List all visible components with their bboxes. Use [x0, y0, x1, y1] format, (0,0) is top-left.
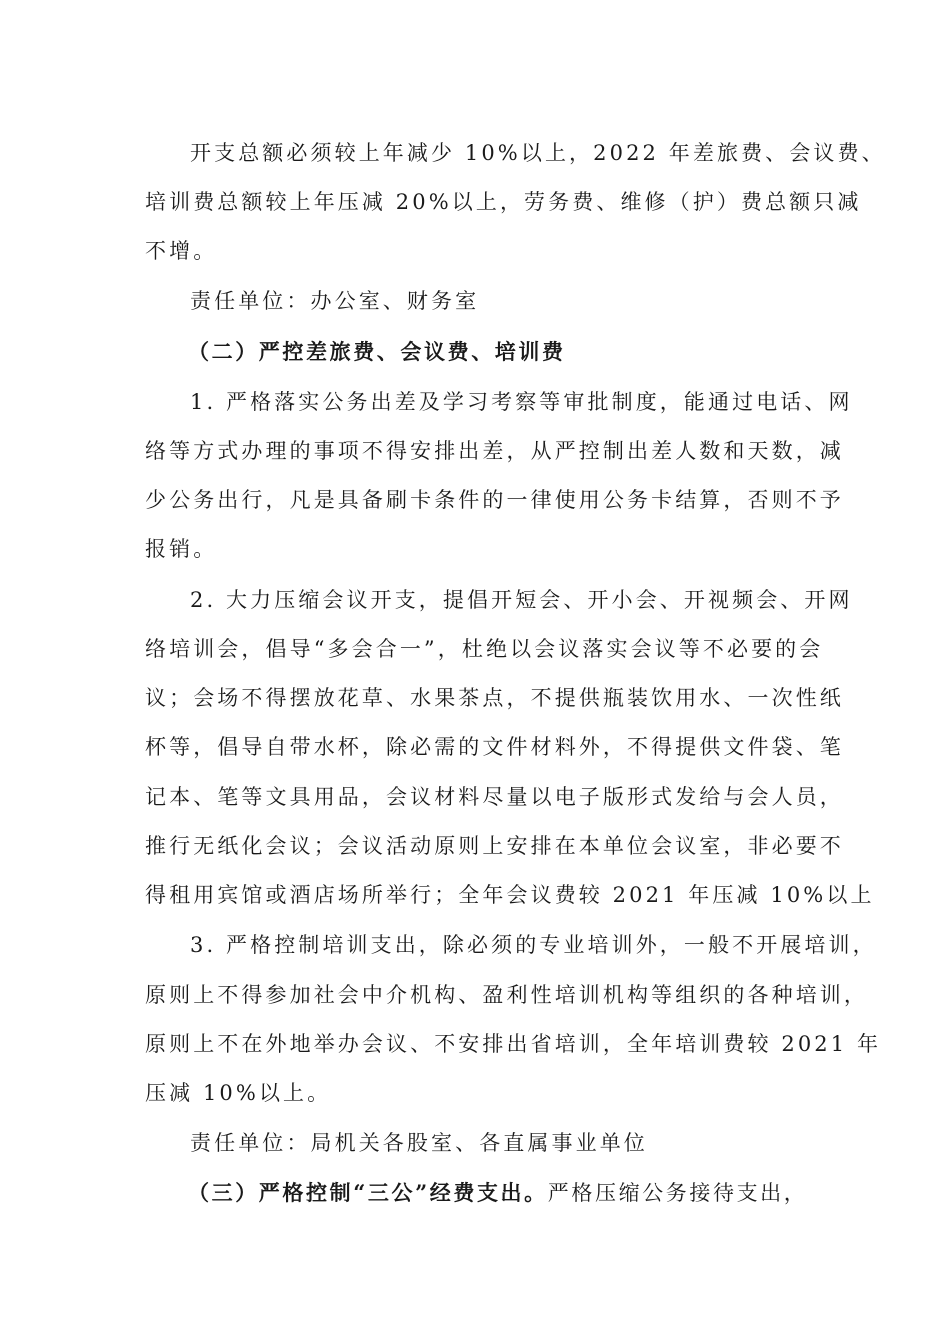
paragraph-line: 原则上不在外地举办会议、不安排出省培训，全年培训费较 2021 年	[145, 1032, 882, 1056]
paragraph-line: 3. 严格控制培训支出，除必须的专业培训外，一般不开展培训，	[190, 933, 877, 957]
paragraph-line: 得租用宾馆或酒店场所举行；全年会议费较 2021 年压减 10%以上	[145, 883, 875, 907]
paragraph-line: 议；会场不得摆放花草、水果茶点，不提供瓶装饮用水、一次性纸	[145, 686, 844, 710]
section-heading-line	[188, 1178, 868, 1208]
paragraph-line: 不增。	[145, 239, 218, 263]
paragraph-line: 少公务出行，凡是具备刷卡条件的一律使用公务卡结算，否则不予	[145, 488, 844, 512]
paragraph-line: 络培训会，倡导“多会合一”，杜绝以会议落实会议等不必要的会	[145, 637, 824, 661]
paragraph-line: 开支总额必须较上年减少 10%以上，2022 年差旅费、会议费、	[190, 141, 886, 165]
paragraph-line: 2. 大力压缩会议开支，提倡开短会、开小会、开视频会、开网	[190, 588, 853, 612]
paragraph-line: 记本、笔等文具用品，会议材料尽量以电子版形式发给与会人员，	[145, 785, 844, 809]
paragraph-line: 杯等，倡导自带水杯，除必需的文件材料外，不得提供文件袋、笔	[145, 735, 844, 759]
paragraph-line: 推行无纸化会议；会议活动原则上安排在本单位会议室，非必要不	[145, 834, 844, 858]
paragraph-line: 1. 严格落实公务出差及学习考察等审批制度，能通过电话、网	[190, 390, 853, 414]
section-heading: （三）严格控制“三公”经费支出。	[188, 1180, 548, 1205]
section-heading: （二）严控差旅费、会议费、培训费	[188, 339, 566, 364]
paragraph-text: 严格压缩公务接待支出，	[547, 1181, 808, 1205]
paragraph-line: 压减 10%以上。	[145, 1081, 332, 1105]
paragraph-line: 络等方式办理的事项不得安排出差，从严控制出差人数和天数，减	[145, 439, 844, 463]
responsible-unit-line: 责任单位：局机关各股室、各直属事业单位	[190, 1131, 648, 1155]
paragraph-line: 报销。	[145, 537, 218, 561]
responsible-unit-line: 责任单位：办公室、财务室	[190, 289, 480, 313]
paragraph-line: 原则上不得参加社会中介机构、盈利性培训机构等组织的各种培训，	[145, 983, 868, 1007]
paragraph-line: 培训费总额较上年压减 20%以上，劳务费、维修（护）费总额只减	[145, 190, 862, 214]
